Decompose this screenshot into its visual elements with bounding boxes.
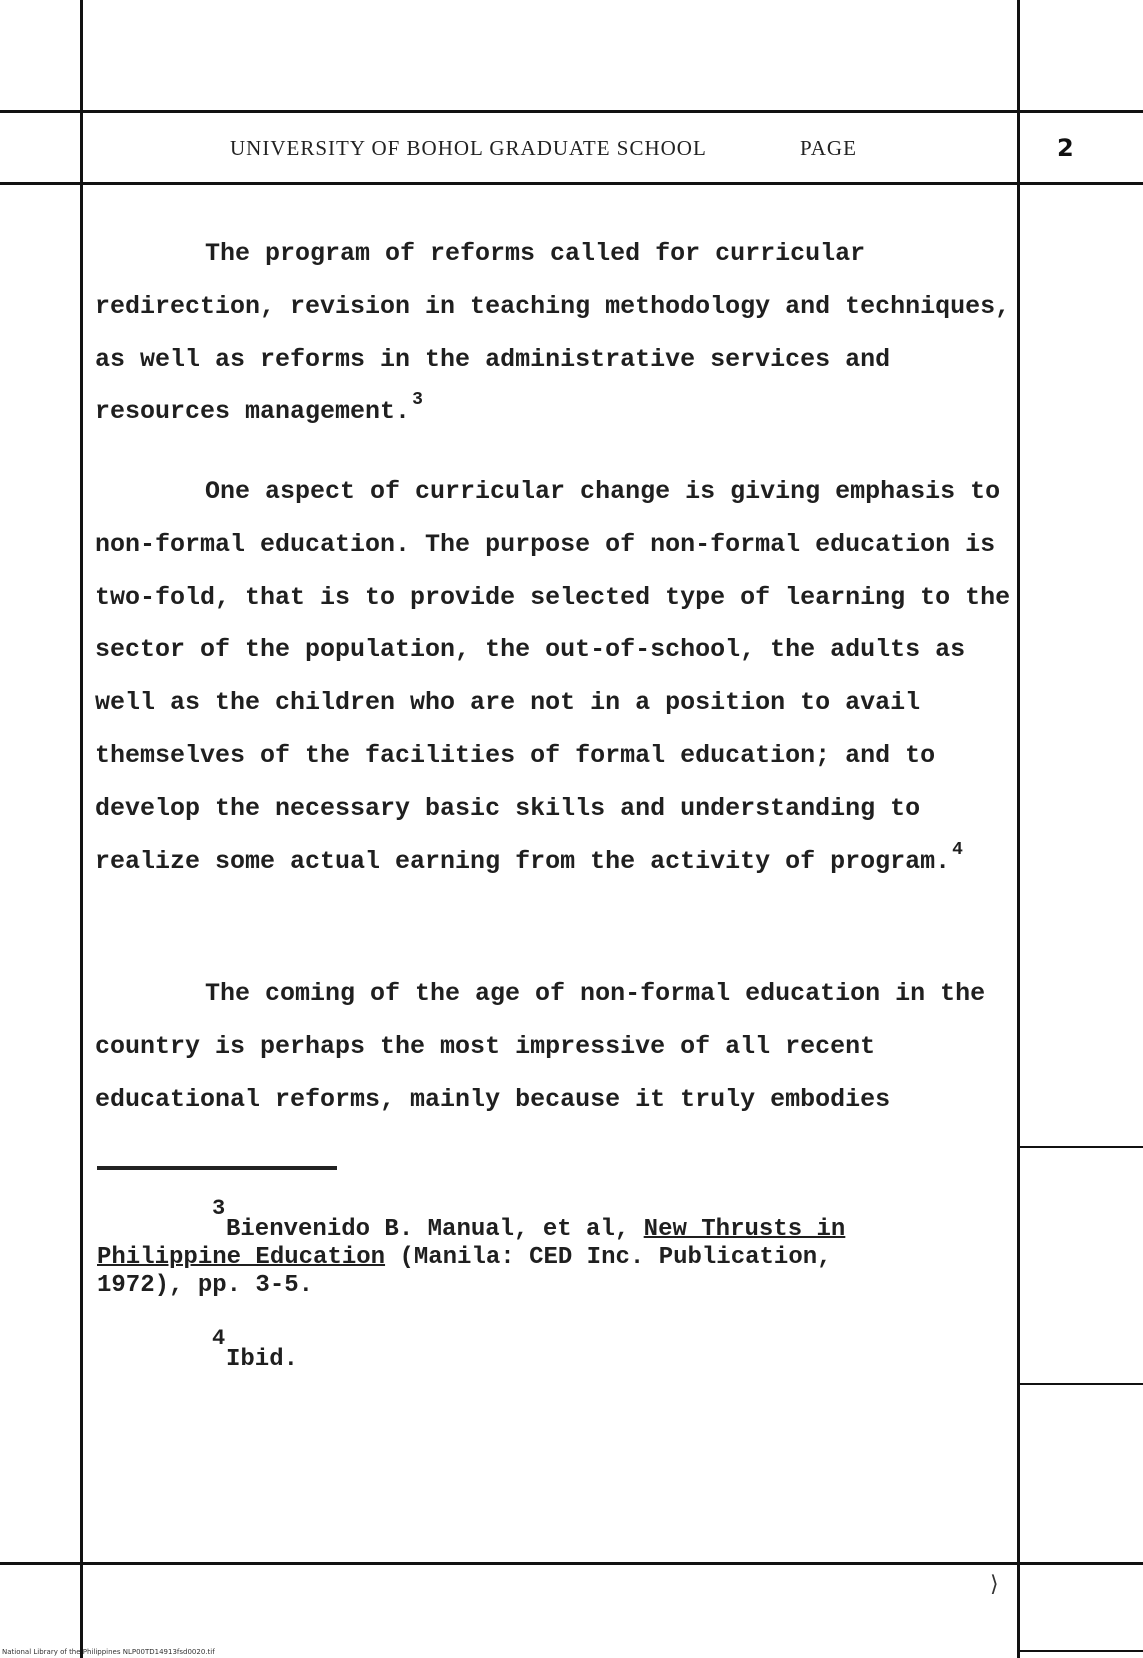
footnote-3-mark: 3 xyxy=(212,1196,226,1221)
footnote-separator xyxy=(97,1166,337,1170)
paragraph-3 xyxy=(95,968,1015,1126)
paragraph-1 xyxy=(95,228,1015,439)
right-column-rule-2 xyxy=(1017,1383,1143,1385)
paragraph-3-text: The coming of the age of non-formal education in the country is perhaps the most impressive of all recent educational reforms, mainly because it truly embodies xyxy=(95,979,986,1114)
header-bottom-rule xyxy=(0,182,1143,185)
right-column-rule-1 xyxy=(1017,1146,1143,1148)
footnote-3-title-part2: Philippine Education xyxy=(97,1244,386,1271)
page-label: PAGE xyxy=(800,136,857,160)
bottom-rule xyxy=(0,1562,1143,1565)
scan-credit: National Library of the Philippines NLP00TD14913fsd0020.tif xyxy=(2,1648,215,1656)
paragraph-1-text: The program of reforms called for curricular redirection, revision in teaching methodology and techniques, as well as reforms in the administrative services and resources management. xyxy=(95,239,1011,427)
page-number: 2 xyxy=(1057,134,1074,162)
paragraph-2 xyxy=(95,466,1015,888)
footnote-ref-4: 4 xyxy=(952,839,963,860)
footnote-3-publisher: (Manila: CED Inc. Publication, xyxy=(385,1244,832,1271)
scan-mark: ⟩ xyxy=(990,1572,999,1597)
paragraph-2-text: One aspect of curricular change is giving emphasis to non-formal education. The purpose of non-formal education is two-fold, that is to provide selected type of learning to the sector of the population, the out-of-school, the adults as well as the children who are not in a position to avail themselves of the facilities of formal education; and to develop the necessary basic skills and understanding to realize some actual earning from the activity of program. xyxy=(95,477,1011,876)
footnote-3-author: Bienvenido B. Manual, et al, xyxy=(226,1216,644,1243)
footnote-3-line-1 xyxy=(226,1216,845,1244)
footnote-3-line-2 xyxy=(97,1244,832,1272)
footnote-4-text: Ibid. xyxy=(226,1346,299,1373)
header-top-rule xyxy=(0,110,1143,113)
school-header-title: UNIVERSITY OF BOHOL GRADUATE SCHOOL xyxy=(230,136,707,160)
footnote-ref-3: 3 xyxy=(412,390,423,411)
right-margin-rule xyxy=(1017,0,1020,1658)
bottom-right-rule xyxy=(1017,1650,1143,1652)
left-margin-rule xyxy=(80,0,83,1658)
footnote-3-line-3: 1972), pp. 3-5. xyxy=(97,1272,314,1299)
footnote-4-mark: 4 xyxy=(212,1326,226,1351)
footnote-3-title-part1: New Thrusts in xyxy=(643,1216,846,1243)
